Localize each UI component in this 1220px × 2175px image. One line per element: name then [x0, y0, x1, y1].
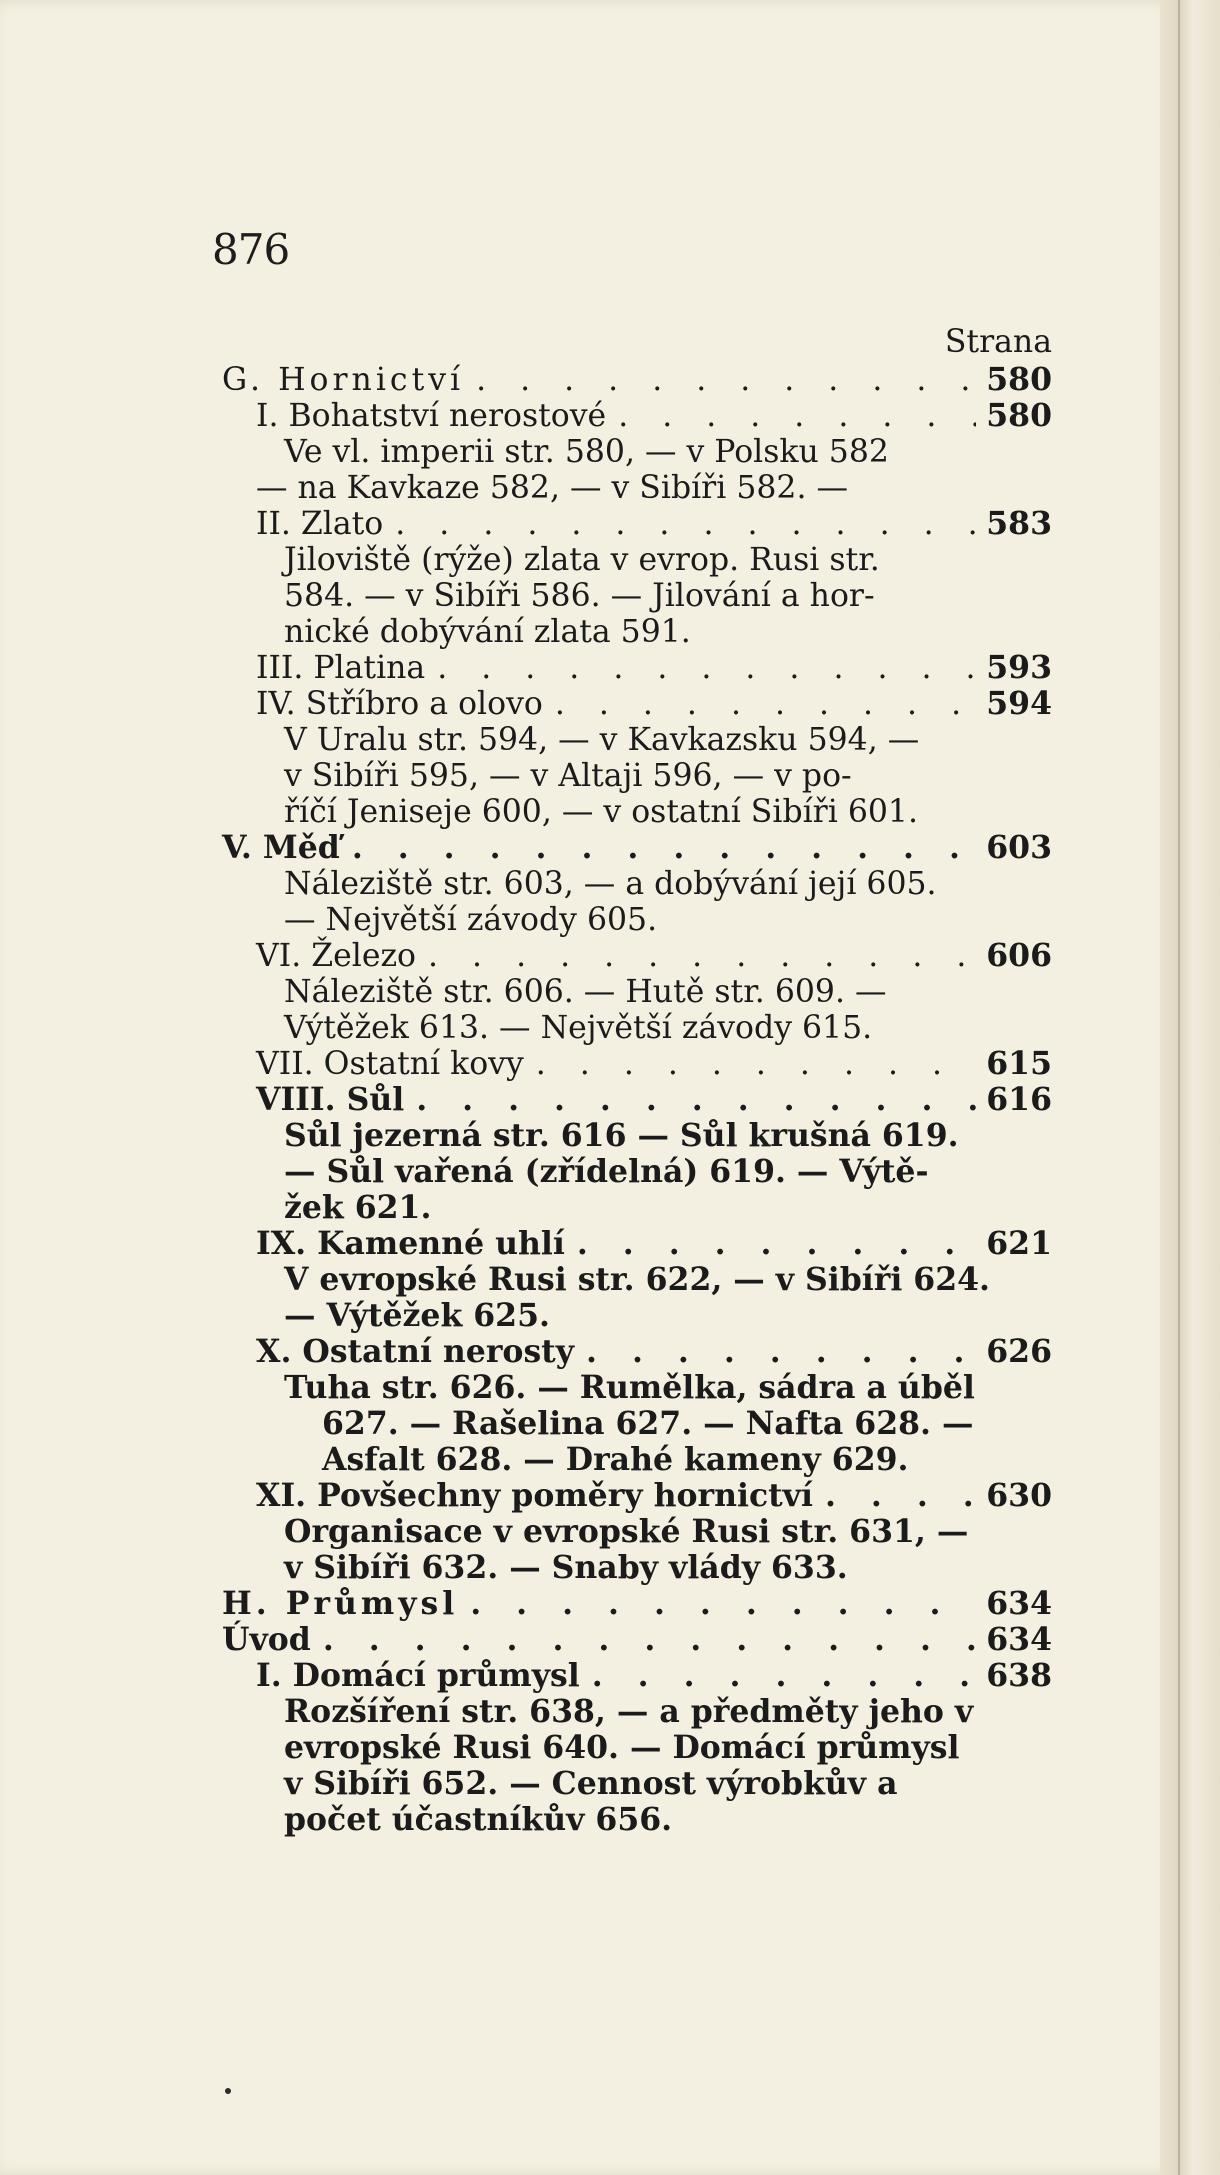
toc-entry: [222, 1082, 1052, 1118]
binding-line: [1178, 0, 1180, 2175]
toc-entry: [222, 1478, 1052, 1514]
column-header: Strana: [944, 324, 1052, 360]
toc-entry-title: VIII. Sůl: [256, 1081, 405, 1118]
toc-entry-page: 634: [986, 1585, 1052, 1622]
toc-entry-page: 638: [986, 1657, 1052, 1694]
leader-dots: [618, 398, 976, 434]
toc-entry-title: I. Bohatství nerostové: [256, 398, 607, 434]
toc-entry: [222, 1622, 1052, 1658]
toc-subentry-line: v Sibíři 595, — v Altaji 596, — v po-: [284, 758, 852, 794]
toc-entry-page: 593: [986, 649, 1052, 686]
toc-entry-title: IX. Kamenné uhlí: [256, 1225, 565, 1262]
toc-entry-title: III. Platina: [256, 650, 426, 686]
toc-entry-title: II. Zlato: [256, 506, 384, 542]
toc-entry-page: 583: [986, 505, 1052, 542]
table-of-contents: [222, 322, 1052, 1838]
toc-subentry-line: 627. — Rašelina 627. — Nafta 628. —: [322, 1405, 974, 1442]
toc-entry-page: 594: [986, 685, 1052, 722]
toc-entry-title: X. Ostatní nerosty: [256, 1333, 575, 1370]
toc-entry: [222, 1334, 1052, 1370]
toc-entry-title: I. Domácí průmysl: [256, 1657, 580, 1694]
leader-dots: [352, 830, 976, 866]
leader-dots: [592, 1658, 977, 1694]
toc-subentry-line: Výtěžek 613. — Největší závody 615.: [284, 1010, 873, 1046]
toc-entry-page: 603: [986, 829, 1052, 866]
toc-entry-title: H. Průmysl: [222, 1585, 459, 1622]
toc-subentry-line: Náleziště str. 603, — a dobývání její 605.: [284, 866, 937, 902]
page-number: 876: [212, 225, 290, 274]
toc-entry: [222, 686, 1052, 722]
toc-subentry-line: v Sibíři 652. — Cennost výrobkův a: [284, 1765, 898, 1802]
toc-entry-page: 630: [986, 1477, 1052, 1514]
toc-entry-page: 626: [986, 1333, 1052, 1370]
toc-entry-title: Úvod: [222, 1621, 311, 1658]
toc-entry: [222, 1658, 1052, 1694]
toc-subentry-line: Rozšíření str. 638, — a předměty jeho v: [284, 1693, 974, 1730]
toc-subentry-line: nické dobývání zlata 591.: [284, 614, 691, 650]
toc-subentry-line: — Největší závody 605.: [284, 902, 658, 938]
facing-page-edge: [1160, 0, 1220, 2175]
toc-subentry-line: říčí Jeniseje 600, — v ostatní Sibíři 601.: [284, 794, 918, 830]
toc-subentry-line: Sůl jezerná str. 616 — Sůl krušná 619.: [284, 1117, 959, 1154]
leader-dots: [577, 1226, 976, 1262]
leader-dots: [428, 938, 976, 974]
toc-entry-title: V. Měď: [222, 829, 340, 866]
toc-entry-title: G. Hornictví: [222, 362, 465, 398]
toc-subentry-line: Ve vl. imperii str. 580, — v Polsku 582: [284, 434, 889, 470]
leader-dots: [586, 1334, 976, 1370]
leader-dots: [437, 650, 976, 686]
toc-entry-title: XI. Povšechny poměry hornictví: [256, 1477, 813, 1514]
leader-dots: [323, 1622, 976, 1658]
toc-entry-title: VII. Ostatní kovy: [256, 1046, 524, 1082]
toc-entry-page: 580: [986, 397, 1052, 434]
toc-entry-page: 621: [986, 1225, 1052, 1262]
toc-entry: [222, 1226, 1052, 1262]
toc-entry: [222, 506, 1052, 542]
toc-section-heading: [222, 1586, 1052, 1622]
toc-subentry-line: 584. — v Sibíři 586. — Jilování a hor-: [284, 578, 875, 614]
toc-entry: [222, 830, 1052, 866]
toc-subentry-line: Asfalt 628. — Drahé kameny 629.: [322, 1441, 909, 1478]
leader-dots: [470, 1586, 976, 1622]
leader-dots: [416, 1082, 976, 1118]
toc-subentry-line: — Výtěžek 625.: [284, 1297, 550, 1334]
toc-subentry-line: v Sibíři 632. — Snaby vlády 633.: [284, 1549, 848, 1586]
leader-dots: [825, 1478, 976, 1514]
toc-entry-title: VI. Železo: [256, 938, 417, 974]
toc-section-heading: [222, 362, 1052, 398]
toc-entry-page: 615: [986, 1045, 1052, 1082]
toc-subentry-line: počet účastníkův 656.: [284, 1801, 673, 1838]
toc-subentry-line: — na Kavkaze 582, — v Sibíři 582. —: [256, 470, 848, 506]
ink-speck: [225, 2088, 231, 2094]
toc-subentry-line: Organisace v evropské Rusi str. 631, —: [284, 1513, 969, 1550]
toc-entry: [222, 1046, 1052, 1082]
toc-entry-title: IV. Stříbro a olovo: [256, 686, 543, 722]
toc-subentry-line: Tuha str. 626. — Rumělka, sádra a úběl: [284, 1369, 975, 1406]
leader-dots: [395, 506, 976, 542]
toc-entry-page: 634: [986, 1621, 1052, 1658]
toc-entry: [222, 650, 1052, 686]
toc-subentry-line: V Uralu str. 594, — v Kavkazsku 594, —: [284, 722, 920, 758]
toc-entry: [222, 938, 1052, 974]
leader-dots: [555, 686, 976, 722]
leader-dots: [536, 1046, 976, 1082]
toc-subentry-line: evropské Rusi 640. — Domácí průmysl: [284, 1729, 960, 1766]
toc-subentry-line: žek 621.: [284, 1189, 432, 1226]
toc-entry-page: 616: [986, 1081, 1052, 1118]
toc-entry-page: 580: [986, 361, 1052, 398]
toc-subentry-line: V evropské Rusi str. 622, — v Sibíři 624.: [284, 1261, 990, 1298]
toc-subentry-line: — Sůl vařená (zřídelná) 619. — Výtě-: [284, 1153, 929, 1190]
toc-subentry-line: Jiloviště (rýže) zlata v evrop. Rusi str.: [284, 542, 880, 578]
toc-entry: [222, 398, 1052, 434]
toc-entry-page: 606: [986, 937, 1052, 974]
leader-dots: [476, 362, 976, 398]
toc-subentry-line: Náleziště str. 606. — Hutě str. 609. —: [284, 974, 887, 1010]
